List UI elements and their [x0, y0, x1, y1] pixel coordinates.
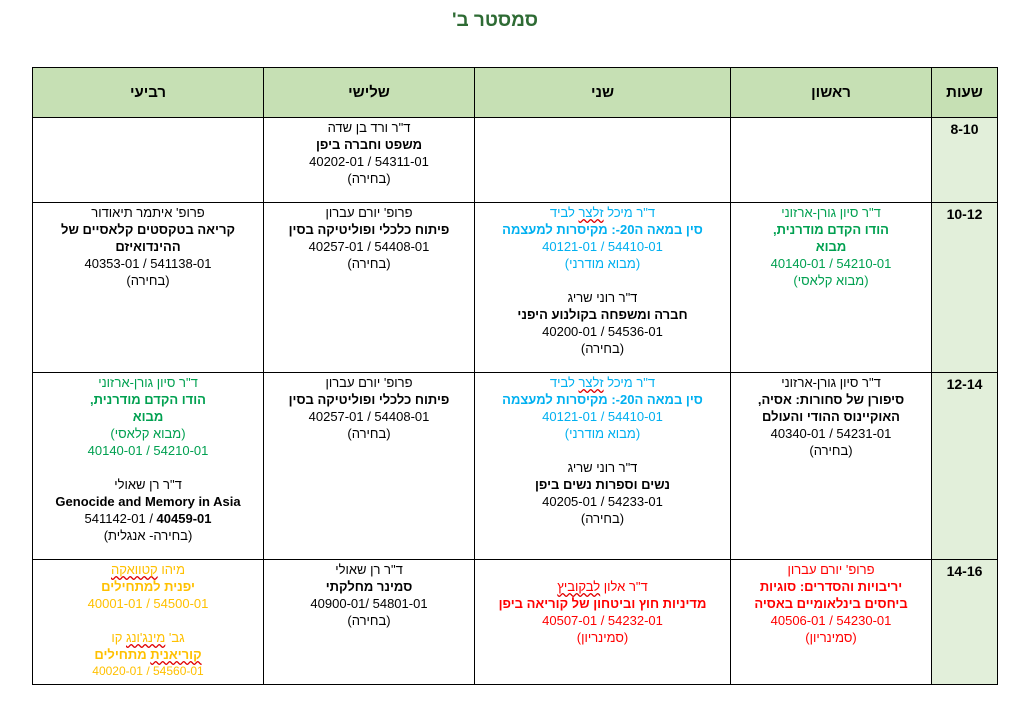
course-code: 54232-01 / 40507-01	[542, 613, 663, 628]
course-code: 54408-01 / 40257-01	[308, 409, 430, 424]
course-entry	[477, 459, 728, 527]
course-entry	[35, 374, 261, 459]
lecturer-part: גב'	[165, 630, 185, 645]
course-note: (בחירה)	[580, 341, 625, 356]
course-entry	[477, 374, 728, 442]
course-code: 54210-01 / 40140-01	[770, 256, 892, 271]
course-code: 54560-01 / 40020-01	[92, 664, 204, 678]
course-title-line2: ההינדואיזם	[115, 239, 181, 254]
header-row	[33, 68, 998, 118]
lecturer-part: זלצר	[578, 375, 604, 390]
hour-cell: 12-14	[932, 373, 998, 560]
course-note: (בחירה)	[809, 443, 853, 458]
cell-mon-14-16	[475, 560, 731, 685]
course-title: משפט וחברה ביפן	[315, 137, 423, 152]
course-note: (מבוא מודרני)	[564, 426, 641, 441]
course-title: פיתוח כלכלי ופוליטיקה בסין	[288, 222, 450, 237]
lecturer	[477, 374, 728, 391]
course-title: נשים וספרות נשים ביפן	[535, 477, 670, 492]
lecturer: פרופ' יורם עברון	[787, 562, 875, 577]
course-entry	[477, 204, 728, 272]
lecturer: ד"ר רוני שריג	[567, 460, 638, 475]
lecturer: פרופ' איתמר תיאודור	[91, 205, 205, 220]
course-title: יפנית למתחילים	[101, 579, 195, 594]
lecturer: ד"ר סיון גורן-ארזוני	[781, 375, 881, 390]
course-title-line1: קריאה בטקסטים קלאסיים של	[61, 222, 235, 237]
lecturer-part: לביד	[549, 375, 579, 390]
course-entry	[266, 561, 472, 629]
table-row	[33, 203, 998, 373]
hour-cell: 10-12	[932, 203, 998, 373]
course-code: 54210-01 / 40140-01	[87, 443, 209, 458]
course-code: 54311-01 / 40202-01	[309, 154, 429, 169]
course-title-line1: הודו הקדם מודרנית,	[773, 222, 889, 237]
cell-mon-10-12	[475, 203, 731, 373]
course-note: (בחירה- אנגלית)	[103, 528, 193, 543]
course-entry	[35, 204, 261, 289]
course-title: סין במאה ה20-: מקיסרות למעצמה	[502, 222, 703, 237]
table-row	[33, 373, 998, 560]
hour-cell: 8-10	[932, 118, 998, 203]
cell-wed-14-16	[33, 560, 264, 685]
course-title-line2: מבוא	[815, 239, 847, 254]
course-title: סין במאה ה20-: מקיסרות למעצמה	[502, 392, 703, 407]
lecturer-part: ד"ר אלון	[600, 579, 648, 594]
hour-cell: 14-16	[932, 560, 998, 685]
table-row	[33, 560, 998, 685]
cell-tue-8-10	[264, 118, 475, 203]
course-note: (מבוא מודרני)	[564, 256, 641, 271]
course-code: 54500-01 / 40001-01	[87, 596, 209, 611]
cell-wed-12-14	[33, 373, 264, 560]
course-code: 54410-01 / 40121-01	[542, 409, 663, 424]
lecturer-part: קו	[111, 630, 126, 645]
course-entry	[266, 374, 472, 442]
table-row	[33, 118, 998, 203]
cell-tue-14-16	[264, 560, 475, 685]
cell-tue-12-14	[264, 373, 475, 560]
lecturer-part: לביד	[549, 205, 579, 220]
course-code-part: 40459-01	[156, 511, 212, 526]
course-title-part: קוריאנית	[150, 647, 202, 662]
lecturer-part: לבקוביץ	[557, 579, 601, 594]
course-entry	[733, 204, 929, 289]
lecturer: ד"ר רן שאולי	[114, 477, 182, 492]
header-hours: שעות	[932, 68, 998, 118]
course-note: (בחירה)	[347, 426, 391, 441]
lecturer-part: מיהו	[157, 562, 185, 577]
course-note: (בחירה)	[126, 273, 170, 288]
course-entry	[266, 204, 472, 272]
course-note: (סמינריון)	[805, 630, 857, 645]
course-code: 54536-01 / 40200-01	[542, 324, 663, 339]
course-entry	[35, 476, 261, 544]
course-title: פיתוח כלכלי ופוליטיקה בסין	[288, 392, 450, 407]
course-title-line1: סיפורן של סחורות: אסיה,	[757, 392, 905, 407]
lecturer-part: ד"ר מיכל	[603, 375, 656, 390]
cell-tue-10-12	[264, 203, 475, 373]
header-wednesday: רביעי	[33, 68, 264, 118]
lecturer: ד"ר סיון גורן-ארזוני	[98, 375, 198, 390]
course-title-line2: האוקיינוס ההודי והעולם	[762, 409, 900, 424]
cell-mon-12-14	[475, 373, 731, 560]
lecturer: פרופ' יורם עברון	[325, 205, 413, 220]
lecturer: ד"ר רוני שריג	[567, 290, 638, 305]
lecturer-part: ד"ר מיכל	[603, 205, 656, 220]
course-code: 54410-01 / 40121-01	[542, 239, 663, 254]
course-title-part: מתחילים	[94, 647, 151, 662]
course-note: (סמינריון)	[576, 630, 629, 645]
lecturer	[35, 561, 261, 578]
course-entry	[733, 561, 929, 646]
header-monday: שני	[475, 68, 731, 118]
course-entry	[733, 374, 929, 459]
lecturer-part: זלצר	[578, 205, 604, 220]
course-title-line1: הודו הקדם מודרנית,	[90, 392, 206, 407]
course-entry	[35, 629, 261, 680]
cell-mon-8-10	[475, 118, 731, 203]
course-code: 54801-01 /40900-01	[310, 596, 428, 611]
course-code-part: 541142-01 /	[84, 511, 157, 526]
course-note: (בחירה)	[347, 171, 391, 186]
course-note: (בחירה)	[347, 613, 391, 628]
cell-sun-14-16	[731, 560, 932, 685]
course-entry	[35, 561, 261, 612]
course-code: 54233-01 / 40205-01	[542, 494, 663, 509]
lecturer: ד"ר רן שאולי	[335, 562, 403, 577]
lecturer	[477, 578, 728, 595]
course-code: 541138-01 / 40353-01	[84, 256, 212, 271]
cell-wed-10-12	[33, 203, 264, 373]
course-title-line2: ביחסים בינלאומיים באסיה	[754, 596, 908, 611]
course-entry	[477, 561, 728, 646]
course-title: מדיניות חוץ וביטחון של קוריאה ביפן	[498, 596, 707, 611]
schedule-table	[32, 67, 998, 685]
cell-sun-12-14	[731, 373, 932, 560]
course-note: (בחירה)	[580, 511, 625, 526]
course-title: חברה ומשפחה בקולנוע היפני	[517, 307, 688, 322]
header-sunday: ראשון	[731, 68, 932, 118]
course-entry	[266, 119, 472, 187]
cell-wed-8-10	[33, 118, 264, 203]
course-code: 54408-01 / 40257-01	[308, 239, 430, 254]
cell-sun-8-10	[731, 118, 932, 203]
course-entry	[477, 289, 728, 357]
course-note: (בחירה)	[347, 256, 391, 271]
course-code: 54231-01 / 40340-01	[770, 426, 892, 441]
lecturer: ד"ר סיון גורן-ארזוני	[781, 205, 881, 220]
lecturer-part: מינג'ונג	[126, 630, 166, 645]
course-title-line1: יריבויות והסדרים: סוגיות	[759, 579, 903, 594]
lecturer: פרופ' יורם עברון	[325, 375, 413, 390]
cell-sun-10-12	[731, 203, 932, 373]
course-title: Genocide and Memory in Asia	[55, 494, 241, 509]
lecturer: ד"ר ורד בן שדה	[327, 120, 411, 135]
header-tuesday: שלישי	[264, 68, 475, 118]
course-title-line2: מבוא	[132, 409, 164, 424]
lecturer-part: קטוואקה	[111, 562, 158, 577]
course-code: 54230-01 / 40506-01	[770, 613, 892, 628]
page-title: סמסטר ב'	[451, 10, 539, 31]
course-note: (מבוא קלאסי)	[793, 273, 869, 288]
lecturer	[477, 204, 728, 221]
course-title	[35, 646, 261, 663]
course-note: (מבוא קלאסי)	[110, 426, 186, 441]
course-code	[35, 510, 261, 527]
lecturer	[35, 629, 261, 646]
course-title: סמינר מחלקתי	[325, 579, 413, 594]
